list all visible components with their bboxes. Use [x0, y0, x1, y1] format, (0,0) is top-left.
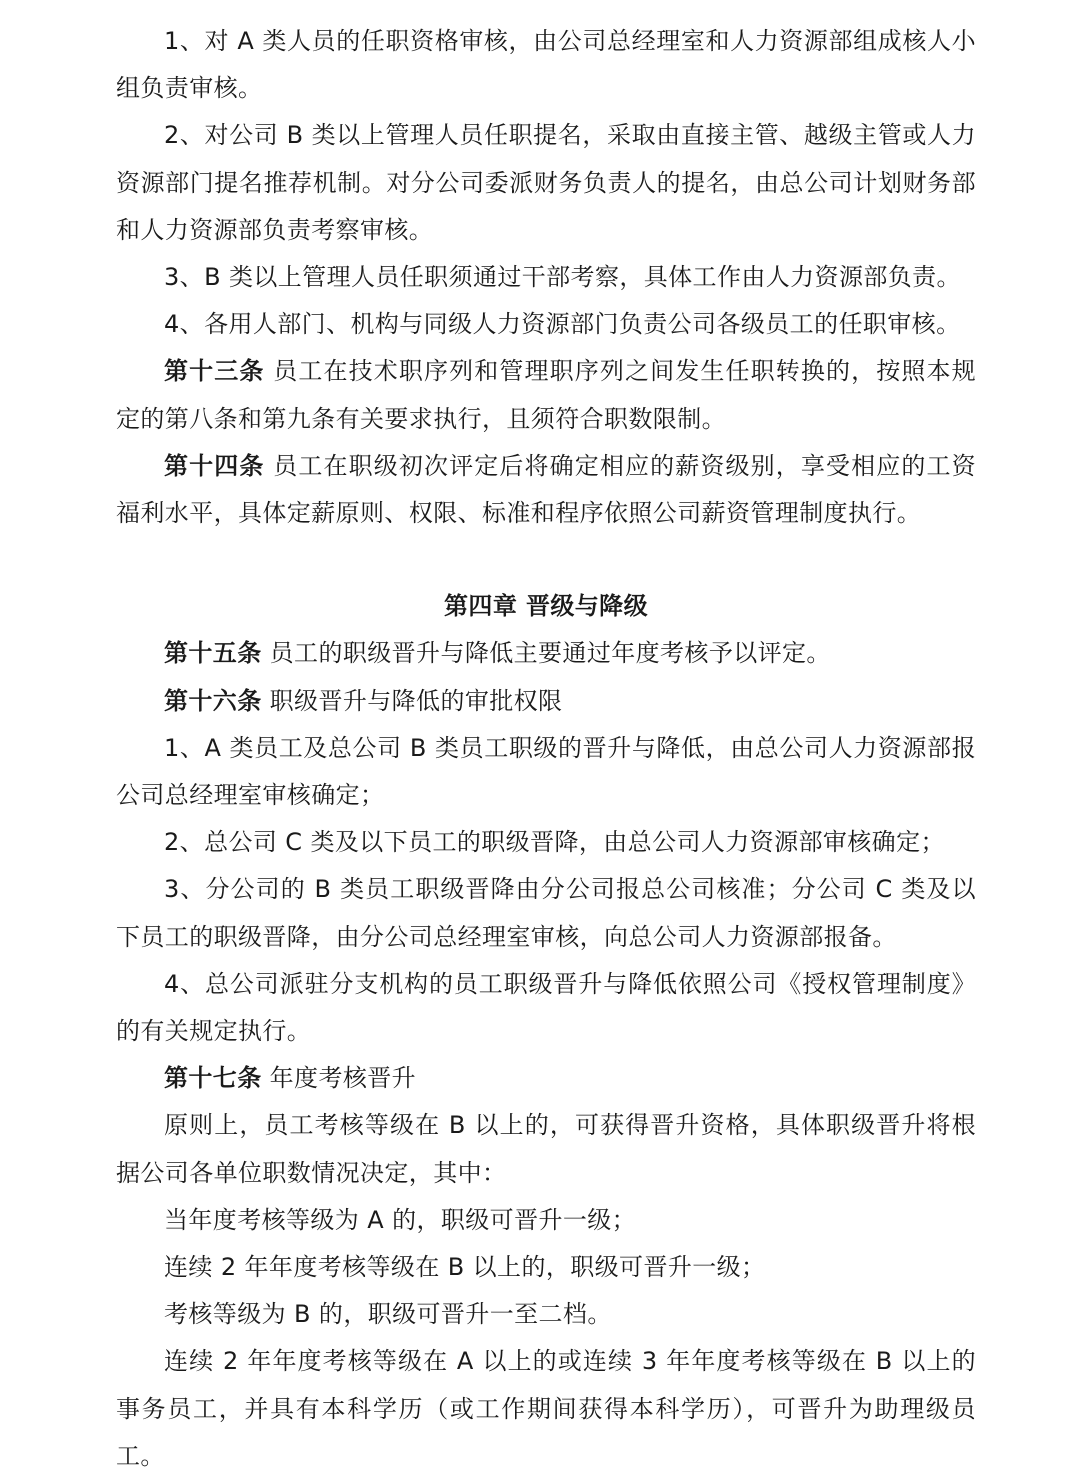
article-paragraph: [116, 1055, 976, 1102]
paragraph-text: 1、对 A 类人员的任职资格审核，由公司总经理室和人力资源部组成核人小组负责审核。: [116, 27, 976, 103]
paragraph: [116, 18, 976, 112]
paragraph: [116, 866, 976, 960]
paragraph: [116, 1102, 976, 1196]
document-page: [116, 18, 976, 1480]
paragraph-text: 职级晋升与降低的审批权限: [261, 686, 563, 715]
paragraph: [116, 1291, 976, 1338]
paragraph-text: 员工的职级晋升与降低主要通过年度考核予以评定。: [261, 639, 831, 668]
paragraph-text: 2、对公司 B 类以上管理人员任职提名，采取由直接主管、越级主管或人力资源部门提名推荐机制。对分公司委派财务负责人的提名，由总公司计划财务部和人力资源部负责考察审核。: [116, 121, 976, 244]
paragraph: [116, 1197, 976, 1244]
article-paragraph: [116, 443, 976, 537]
paragraph-text: 连续 2 年年度考核等级在 A 以上的或连续 3 年年度考核等级在 B 以上的事务员工，并具有本科学历（或工作期间获得本科学历），可晋升为助理级员工。: [116, 1347, 976, 1470]
paragraph-text: 考核等级为 B 的，职级可晋升一至二档。: [164, 1300, 612, 1329]
paragraph: [116, 301, 976, 348]
paragraph-text: 4、总公司派驻分支机构的员工职级晋升与降低依照公司《授权管理制度》的有关规定执行。: [116, 969, 976, 1046]
paragraph-text: 连续 2 年年度考核等级在 B 以上的，职级可晋升一级；: [164, 1253, 766, 1282]
paragraph-text: 原则上，员工考核等级在 B 以上的，可获得晋升资格，具体职级晋升将根据公司各单位职数情况决定，其中：: [116, 1111, 976, 1187]
paragraph: [116, 1244, 976, 1291]
article-paragraph: [116, 348, 976, 442]
paragraph: [116, 961, 976, 1055]
article-number: 第十三条: [164, 357, 265, 386]
paragraph: [116, 725, 976, 819]
article-number: 第十七条: [164, 1064, 262, 1093]
chapter-heading: 第四章 晋级与降级: [444, 592, 648, 621]
paragraph-text: 年度考核晋升: [261, 1064, 417, 1093]
paragraph-text: 4、各用人部门、机构与同级人力资源部门负责公司各级员工的任职审核。: [164, 310, 961, 339]
paragraph-text: 员工在技术职序列和管理职序列之间发生任职转换的，按照本规定的第八条和第九条有关要求执行，且须符合职数限制。: [116, 357, 976, 433]
paragraph-text: 员工在职级初次评定后将确定相应的薪资级别，享受相应的工资福利水平，具体定薪原则、权限、标准和程序依照公司薪资管理制度执行。: [116, 451, 976, 528]
article-number: 第十五条: [164, 639, 262, 668]
article-paragraph: [116, 630, 976, 677]
article-paragraph: [116, 678, 976, 725]
paragraph: [116, 1338, 976, 1480]
paragraph-text: 当年度考核等级为 A 的，职级可晋升一级；: [164, 1205, 637, 1234]
paragraph: [116, 254, 976, 301]
paragraph-text: 1、A 类员工及总公司 B 类员工职级的晋升与降低，由总公司人力资源部报公司总经理室审核确定；: [116, 733, 976, 810]
paragraph: [116, 112, 976, 254]
article-number: 第十六条: [164, 686, 262, 715]
paragraph-text: 3、B 类以上管理人员任职须通过干部考察，具体工作由人力资源部负责。: [164, 263, 961, 292]
paragraph: [116, 819, 976, 866]
article-number: 第十四条: [164, 451, 265, 480]
paragraph-text: 2、总公司 C 类及以下员工的职级晋降，由总公司人力资源部审核确定；: [164, 828, 945, 857]
paragraph-text: 3、分公司的 B 类员工职级晋降由分公司报总公司核准；分公司 C 类及以下员工的职级晋降，由分公司总经理室审核，向总公司人力资源部报备。: [116, 875, 976, 951]
